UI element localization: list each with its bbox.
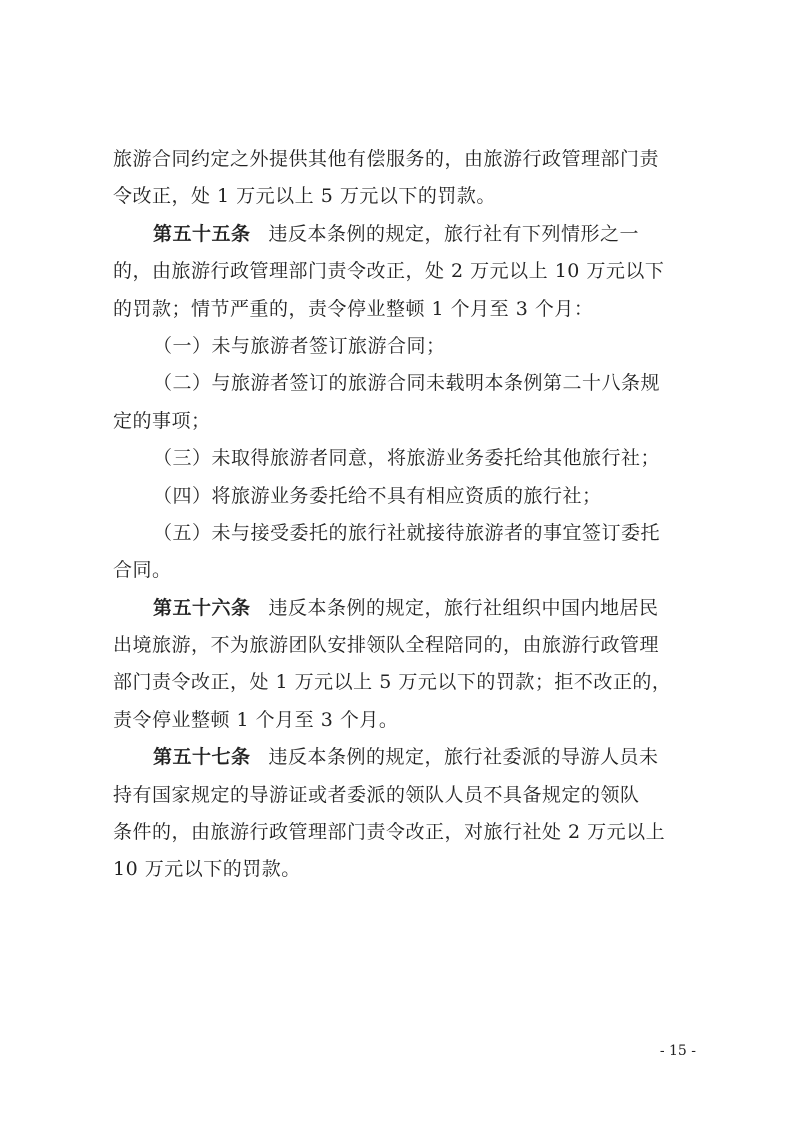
line-text: 10 万元以下的罚款。: [113, 858, 301, 881]
text-line: [113, 777, 694, 814]
line-text: 旅游合同约定之外提供其他有偿服务的，由旅游行政管理部门责: [113, 148, 660, 170]
text-line: [113, 141, 694, 178]
text-line: [113, 403, 694, 440]
text-line: [113, 702, 694, 739]
line-text: 令改正，处 1 万元以上 5 万元以下的罚款。: [113, 185, 496, 208]
line-text: 违反本条例的规定，旅行社组织中国内地居民: [268, 596, 659, 619]
article-number: 第五十六条: [153, 596, 251, 619]
text-line: [113, 664, 694, 701]
text-line: [113, 814, 694, 851]
text-line: [113, 178, 694, 215]
line-text: 定的事项；: [113, 409, 211, 432]
article-56-heading-line: [113, 590, 694, 627]
line-text: 的罚款；情节严重的，责令停业整顿 1 个月至 3 个月：: [113, 297, 594, 320]
line-text: 违反本条例的规定，旅行社委派的导游人员未: [268, 746, 659, 769]
article-number: 第五十七条: [153, 746, 251, 769]
line-text: 部门责令改正，处 1 万元以上 5 万元以下的罚款；拒不改正的，: [113, 671, 672, 694]
list-item-line: [113, 328, 694, 365]
line-text: 违反本条例的规定，旅行社有下列情形之一: [268, 222, 640, 245]
line-text: （二）与旅游者签订的旅游合同未载明本条例第二十八条规: [153, 372, 661, 395]
page-number: - 15 -: [659, 1043, 696, 1059]
line-text: 条件的，由旅游行政管理部门责令改正，对旅行社处 2 万元以上: [113, 821, 666, 844]
line-text: （一）未与旅游者签订旅游合同；: [153, 334, 446, 357]
text-line: [113, 627, 694, 664]
list-item-line: [113, 478, 694, 515]
text-line: [113, 851, 694, 888]
line-text: （四）将旅游业务委托给不具有相应资质的旅行社；: [153, 484, 602, 507]
text-line: [113, 552, 694, 589]
text-line: [113, 291, 694, 328]
article-55-heading-line: [113, 216, 694, 253]
text-line: [113, 253, 694, 290]
document-body: [113, 141, 694, 889]
list-item-line: [113, 365, 694, 402]
line-text: 出境旅游，不为旅游团队安排领队全程陪同的，由旅游行政管理: [113, 634, 660, 657]
article-number: 第五十五条: [153, 222, 251, 245]
list-item-line: [113, 515, 694, 552]
article-57-heading-line: [113, 739, 694, 776]
line-text: （五）未与接受委托的旅行社就接待旅游者的事宜签订委托: [153, 521, 661, 544]
line-text: 责令停业整顿 1 个月至 3 个月。: [113, 708, 399, 731]
line-text: 合同。: [113, 559, 172, 582]
list-item-line: [113, 440, 694, 477]
line-text: 的，由旅游行政管理部门责令改正，处 2 万元以上 10 万元以下: [113, 260, 665, 283]
line-text: （三）未取得旅游者同意，将旅游业务委托给其他旅行社；: [153, 447, 661, 470]
line-text: 持有国家规定的导游证或者委派的领队人员不具备规定的领队: [113, 783, 640, 806]
